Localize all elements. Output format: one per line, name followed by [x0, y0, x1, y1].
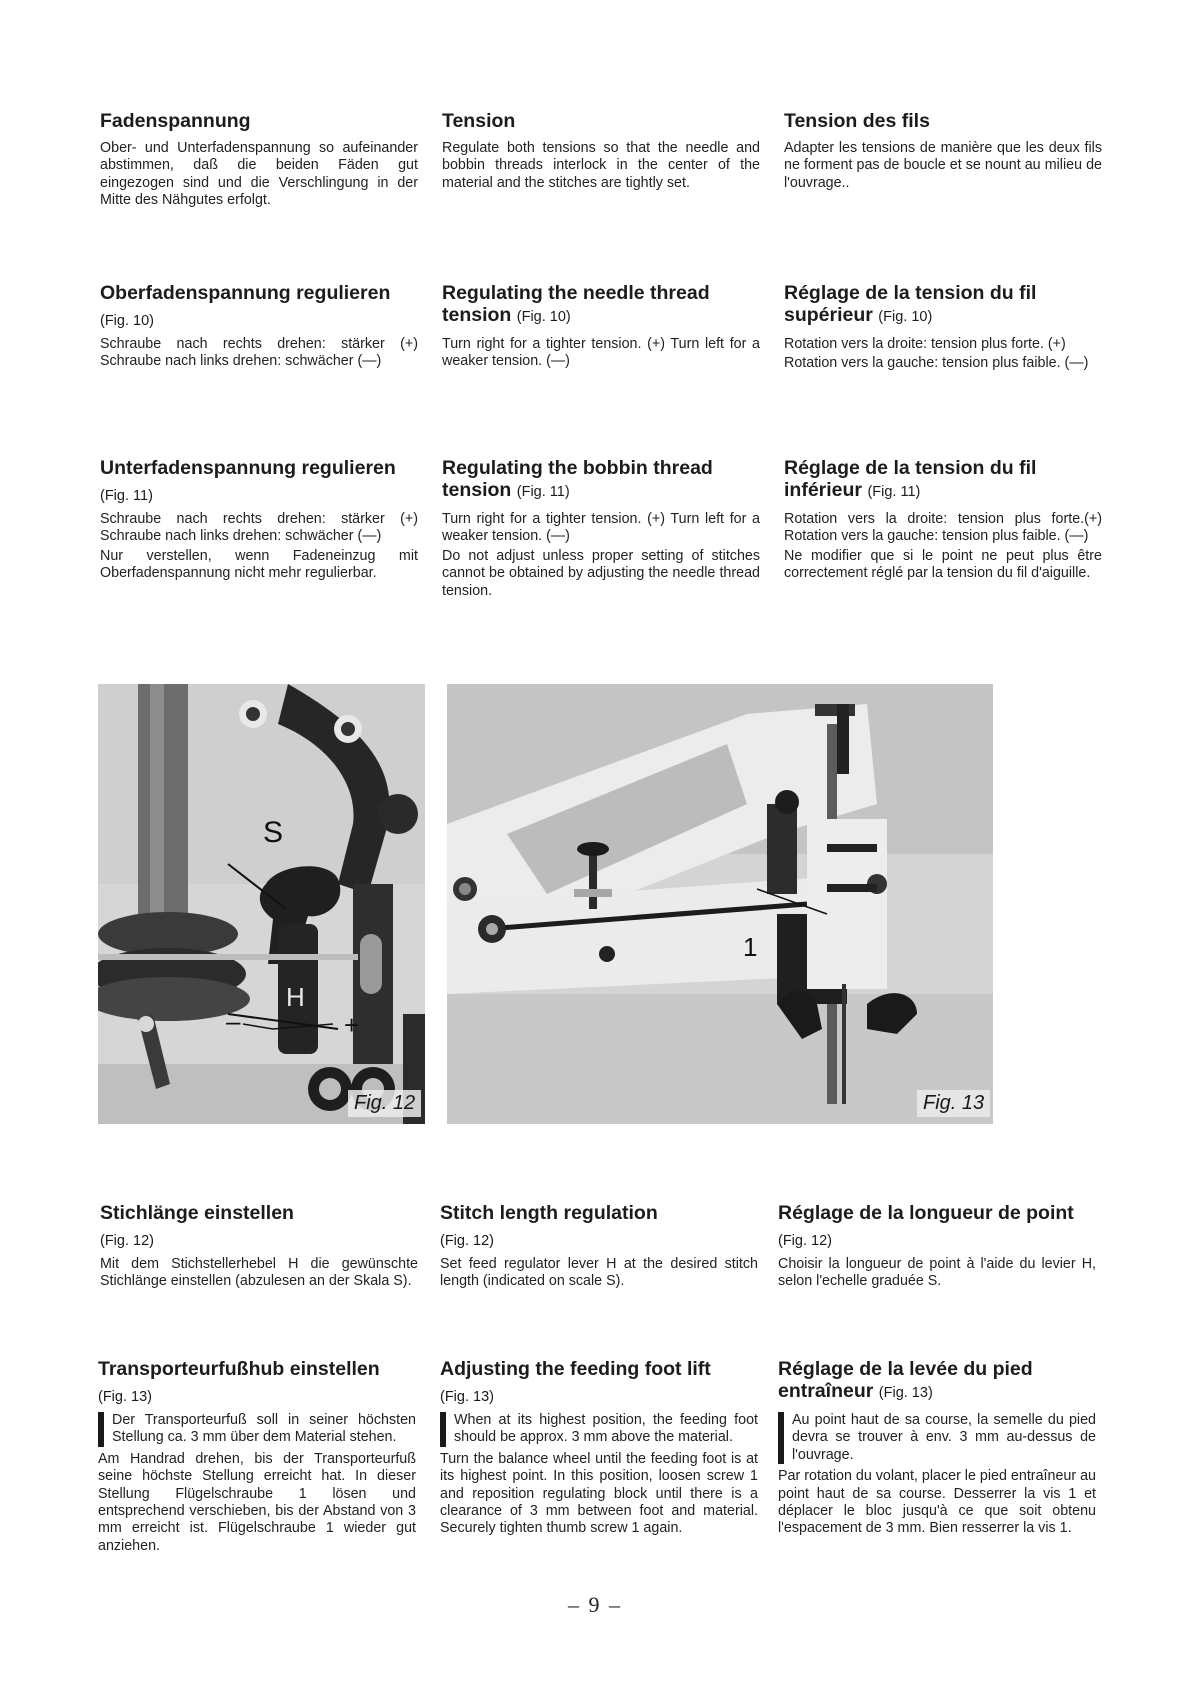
section-text: Rotation vers la droite: tension plus forte. (+)	[784, 336, 1066, 352]
section-tension-des-fils	[784, 110, 1102, 194]
section-tension-fil-superieur	[784, 282, 1102, 375]
section-text: Schraube nach rechts drehen: stärker (+) Schraube nach links drehen: schwächer (—)	[100, 511, 418, 545]
section-title: Réglage de la longueur de point	[778, 1202, 1074, 1224]
section-title: Tension	[442, 110, 516, 132]
section-text: Turn the balance wheel until the feeding foot is at its highest point. In this position, loosen screw 1 and reposition regulating block until there is a clearance of 3 mm between foot and material. Securely tighten thumb screw 1 again.	[440, 1450, 758, 1537]
section-title: Oberfadenspannung regulieren	[100, 282, 391, 304]
title-text: Regulating the bobbin thread tension	[442, 457, 713, 501]
figure-reference: (Fig. 13)	[98, 1389, 152, 1405]
figure-reference: (Fig. 12)	[100, 1233, 154, 1249]
figure-13-illustration	[447, 684, 993, 1124]
title-text: Réglage de la tension du fil inférieur	[784, 457, 1037, 501]
figure-12-illustration	[98, 684, 425, 1124]
section-text: Turn right for a tighter tension. (+) Turn left for a weaker tension. (—)	[442, 336, 760, 370]
section-oberfadenspannung	[100, 282, 418, 373]
section-transporteurfusshub	[98, 1358, 416, 1557]
section-text: Rotation vers la gauche: tension plus faible. (—)	[784, 355, 1089, 372]
section-text: Choisir la longueur de point à l'aide du levier H, selon l'echelle graduée S.	[778, 1256, 1096, 1290]
section-text: Mit dem Stichstellerhebel H die gewünschte Stichlänge einstellen (abzulesen an der Skala S).	[100, 1256, 418, 1290]
section-needle-thread-tension	[442, 282, 760, 373]
section-text: Schraube nach rechts drehen: stärker (+) Schraube nach links drehen: schwächer (—)	[100, 336, 418, 370]
screw-1-marker: 1	[743, 932, 758, 962]
section-text: Rotation vers la droite: tension plus forte.(+) Rotation vers la gauche: tension plus faible. (—)	[784, 511, 1102, 545]
figure-reference: (Fig. 10)	[100, 313, 154, 329]
section-longueur-de-point	[778, 1202, 1096, 1293]
section-stichlaenge	[100, 1202, 418, 1293]
section-text: Nur verstellen, wenn Fadeneinzug mit Oberfadenspannung nicht mehr regulierbar.	[100, 547, 418, 582]
section-text: Set feed regulator lever H at the desired stitch length (indicated on scale S).	[440, 1256, 758, 1290]
page-number: – 9 –	[568, 1592, 622, 1617]
section-text: Regulate both tensions so that the needle and bobbin threads interlock in the center of the material and the stitches are tightly set.	[442, 140, 760, 191]
section-title: Stitch length regulation	[440, 1202, 658, 1224]
section-stitch-length	[440, 1202, 758, 1293]
figure-13-photo	[447, 684, 993, 1124]
section-title	[784, 457, 1102, 503]
section-bobbin-thread-tension	[442, 457, 760, 602]
section-fadenspannung	[100, 110, 418, 212]
figure-reference: (Fig. 12)	[778, 1233, 832, 1249]
section-text: Ne modifier que si le point ne peut plus être correctement réglé par la tension du fil d'aiguille.	[784, 547, 1102, 582]
title-text: Regulating the needle thread tension	[442, 282, 710, 326]
section-tension	[442, 110, 760, 194]
section-title	[442, 282, 760, 328]
section-title: Stichlänge einstellen	[100, 1202, 294, 1224]
figure-reference: (Fig. 10)	[516, 309, 571, 325]
highlight-note	[778, 1412, 1096, 1464]
lever-h-marker: H	[286, 982, 305, 1012]
highlight-note	[98, 1412, 416, 1447]
section-text: Adapter les tensions de manière que les deux fils ne forment pas de boucle et se nount au milieu de l'ouvrage..	[784, 140, 1102, 191]
section-title	[784, 282, 1102, 328]
minus-marker: –	[226, 1006, 241, 1036]
section-title: Fadenspannung	[100, 110, 251, 132]
section-unterfadenspannung	[100, 457, 418, 585]
figure-12-photo	[98, 684, 425, 1124]
figure-reference: (Fig. 11)	[516, 484, 570, 500]
section-feeding-foot-lift	[440, 1358, 758, 1540]
section-text: Turn right for a tighter tension. (+) Turn left for a weaker tension. (—)	[442, 511, 760, 545]
figure-reference: (Fig. 13)	[878, 1385, 933, 1401]
section-title: Unterfadenspannung regulieren	[100, 457, 396, 479]
figure-reference: (Fig. 12)	[440, 1233, 494, 1249]
figure-reference: (Fig. 11)	[100, 488, 153, 504]
section-text: Par rotation du volant, placer le pied entraîneur au point haut de sa course. Desserrer la vis 1 et déplacer le bloc jusqu'à ce que soit obtenu l'espacement de 3 mm. Bien resserrer la vis 1.	[778, 1468, 1096, 1537]
title-text: Réglage de la levée du pied entraîneur	[778, 1358, 1033, 1402]
section-title	[778, 1358, 1096, 1404]
section-text: Am Handrad drehen, bis der Transporteurfuß seine höchste Stellung erreicht hat. In dieser Stellung Flügelschraube 1 lösen und entsprechend verschieben, bis der Abstand von 3 mm erreicht ist. Flügelschraube 1 wieder gut anziehen.	[98, 1450, 416, 1554]
highlight-note	[440, 1412, 758, 1447]
scale-s-marker: S	[263, 816, 284, 849]
figure-reference: (Fig. 11)	[867, 484, 921, 500]
plus-marker: +	[344, 1010, 360, 1040]
figure-reference: (Fig. 13)	[440, 1389, 494, 1405]
section-levee-pied-entraineur	[778, 1358, 1096, 1540]
section-title	[442, 457, 760, 503]
note-text: Au point haut de sa course, la semelle du pied devra se trouver à env. 3 mm au-dessus de l'ouvrage.	[792, 1412, 1096, 1463]
section-tension-fil-inferieur	[784, 457, 1102, 585]
section-title: Transporteurfußhub einstellen	[98, 1358, 380, 1380]
section-title: Adjusting the feeding foot lift	[440, 1358, 711, 1380]
title-text: Réglage de la tension du fil supérieur	[784, 282, 1037, 326]
section-title: Tension des fils	[784, 110, 930, 132]
note-text: Der Transporteurfuß soll in seiner höchsten Stellung ca. 3 mm über dem Material stehen.	[112, 1412, 416, 1446]
figure-reference: (Fig. 10)	[878, 309, 933, 325]
section-text: Do not adjust unless proper setting of stitches cannot be obtained by adjusting the needle thread tension.	[442, 547, 760, 599]
note-text: When at its highest position, the feeding foot should be approx. 3 mm above the material.	[454, 1412, 758, 1446]
figure-12-label: Fig. 12	[348, 1090, 421, 1117]
figure-13-label: Fig. 13	[917, 1090, 990, 1117]
section-text: Ober- und Unterfadenspannung so aufeinander abstimmen, daß die beiden Fäden gut eingezogen sind und die Verschlingung in der Mitte des Nähgutes erfolgt.	[100, 140, 418, 209]
